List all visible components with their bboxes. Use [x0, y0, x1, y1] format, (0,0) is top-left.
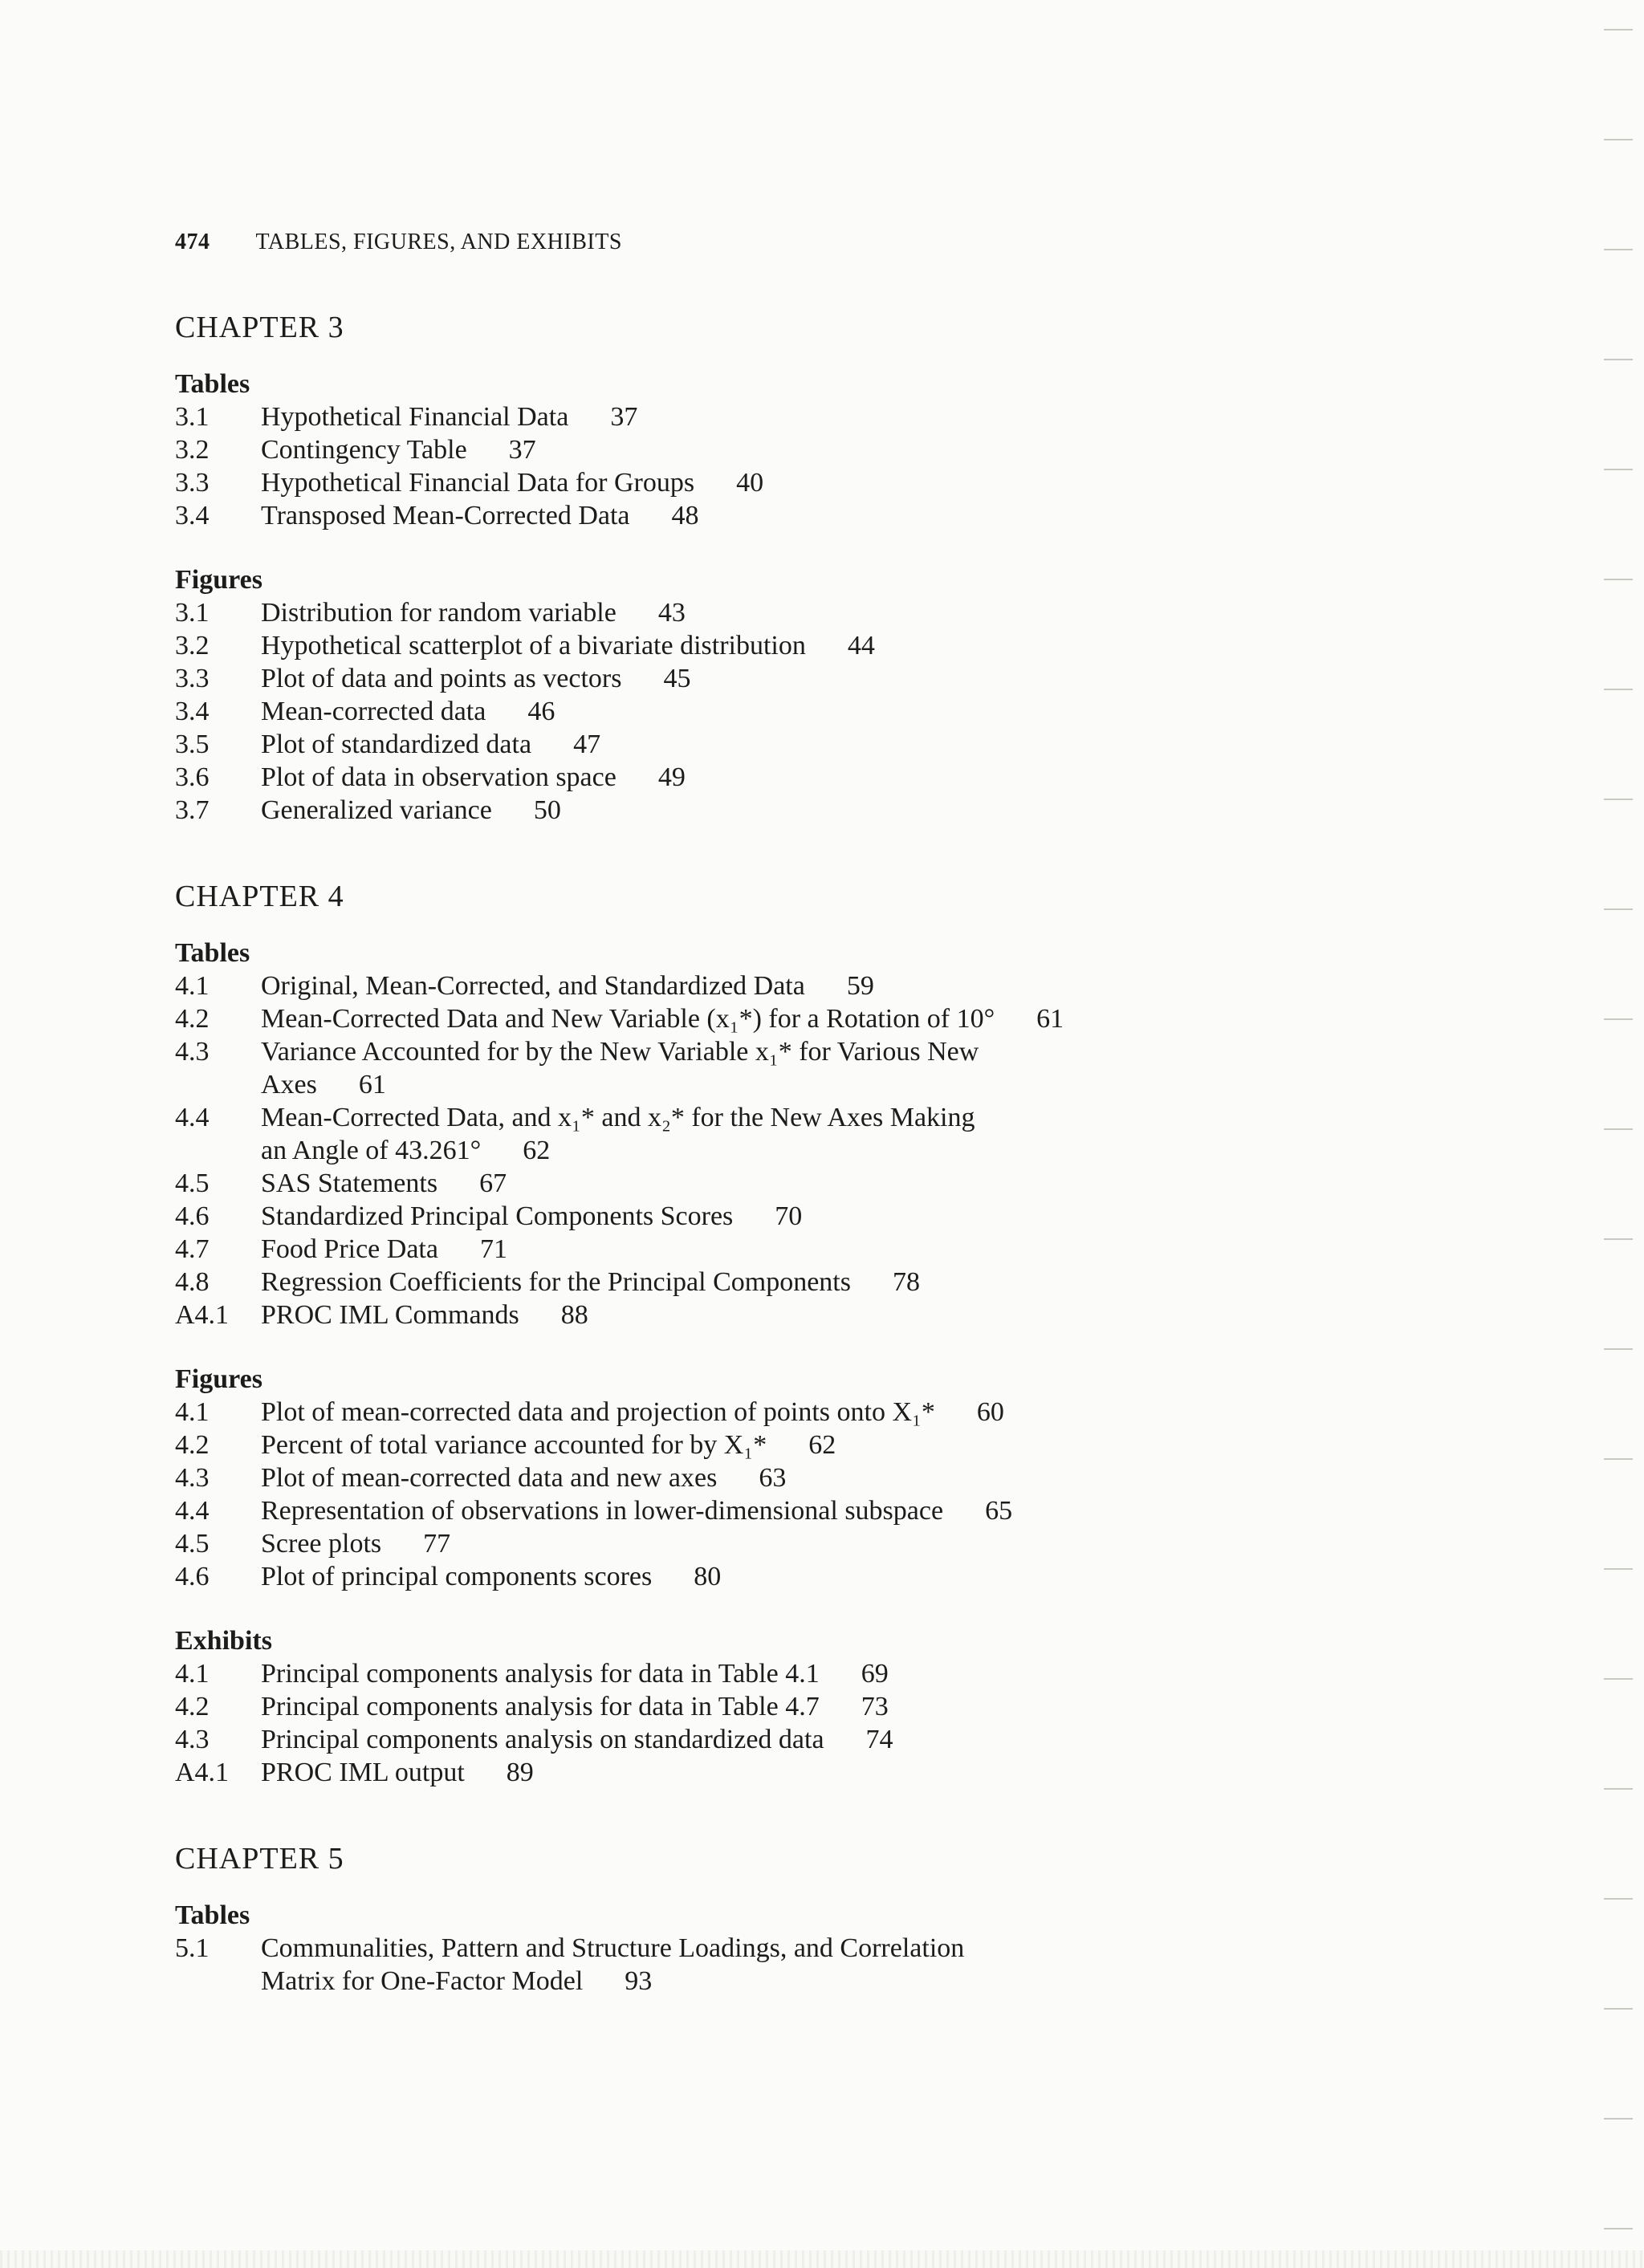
section-title: Exhibits	[175, 1626, 272, 1656]
page-reference: 70	[775, 1201, 803, 1231]
entry-title-line: Food Price Data	[261, 1234, 438, 1264]
margin-tick	[1604, 1678, 1633, 1680]
entry-number: 3.5	[175, 730, 210, 759]
chapter-block	[175, 878, 1379, 1789]
entry-title-line: Plot of data and points as vectors	[261, 664, 622, 693]
list-item	[175, 1299, 1379, 1331]
page-reference: 37	[610, 402, 638, 432]
entry-number: 3.2	[175, 435, 210, 465]
page-reference: 89	[506, 1758, 534, 1787]
page-reference: 93	[625, 1966, 653, 1996]
entry-title-line: Principal components analysis on standardized data	[261, 1725, 824, 1754]
entry-title	[261, 662, 690, 695]
section-title: Figures	[175, 565, 262, 595]
entry-number: 4.2	[175, 1430, 210, 1460]
entry-title	[261, 1723, 893, 1756]
entry-number: 4.5	[175, 1169, 210, 1198]
entry-title-line: Regression Coefficients for the Principal Components	[261, 1267, 851, 1297]
entry-title-line: Mean-Corrected Data, and x₁* and x₂* for the New Axes Making	[261, 1103, 975, 1132]
entry-title	[261, 1233, 507, 1266]
page-reference: 80	[694, 1562, 722, 1591]
entry-title-line: Plot of mean-corrected data and projection of points onto X₁*	[261, 1397, 935, 1427]
entry-title	[261, 596, 686, 629]
entry-title-line: Scree plots	[261, 1529, 382, 1559]
entry-title-line: Percent of total variance accounted for by X₁*	[261, 1430, 767, 1460]
entry-title-line: Hypothetical Financial Data for Groups	[261, 468, 695, 498]
entry-title	[261, 499, 699, 532]
page-reference: 73	[861, 1692, 889, 1721]
list-item	[175, 1167, 1379, 1200]
list-item	[175, 1200, 1379, 1233]
margin-tick	[1604, 249, 1633, 250]
entry-number: 4.3	[175, 1463, 210, 1493]
section	[175, 1625, 1379, 1789]
entry-title-line: Generalized variance	[261, 795, 492, 825]
list-item	[175, 1101, 1379, 1167]
margin-tick	[1604, 359, 1633, 360]
running-title: TABLES, FIGURES, AND EXHIBITS	[255, 230, 622, 254]
entry-title-line: Mean-corrected data	[261, 697, 486, 726]
page-reference: 45	[663, 664, 691, 693]
page-reference: 60	[976, 1397, 1004, 1427]
entry-number: 3.6	[175, 762, 210, 792]
page-reference: 61	[358, 1070, 386, 1099]
margin-tick	[1604, 2228, 1633, 2229]
page-reference: 62	[523, 1136, 551, 1165]
list-item	[175, 662, 1379, 695]
page-reference: 48	[671, 501, 699, 530]
margin-tick	[1604, 689, 1633, 690]
page-reference: 49	[657, 762, 686, 792]
list-item	[175, 433, 1379, 466]
entry-title	[261, 1396, 1004, 1429]
page-reference: 63	[759, 1463, 787, 1493]
entry-title	[261, 695, 555, 728]
list-item	[175, 1690, 1379, 1723]
margin-tick	[1604, 1238, 1633, 1240]
page-reference: 43	[657, 598, 686, 628]
margin-tick	[1604, 2008, 1633, 2010]
entry-number: 3.3	[175, 468, 210, 498]
entry-number: 4.1	[175, 1659, 210, 1689]
margin-tick	[1604, 1348, 1633, 1350]
entry-number: 3.1	[175, 402, 210, 432]
entry-title-line: Transposed Mean-Corrected Data	[261, 501, 630, 530]
entry-title-line: Representation of observations in lower-dimensional subspace	[261, 1496, 944, 1526]
entry-title	[261, 629, 875, 662]
margin-tick	[1604, 1128, 1633, 1130]
list-item	[175, 1527, 1379, 1560]
entry-number: 3.1	[175, 598, 210, 628]
entry-title-line: PROC IML output	[261, 1758, 465, 1787]
entry-title-line: Plot of standardized data	[261, 730, 532, 759]
page-reference: 40	[736, 468, 764, 498]
list-item	[175, 499, 1379, 532]
page-reference: 74	[865, 1725, 893, 1754]
entry-title	[261, 1167, 507, 1200]
entry-title-line: SAS Statements	[261, 1169, 438, 1198]
page-reference: 69	[861, 1659, 889, 1689]
section	[175, 368, 1379, 532]
page-reference: 67	[479, 1169, 507, 1198]
entry-title	[261, 1657, 889, 1690]
list-item	[175, 629, 1379, 662]
entry-title-line: PROC IML Commands	[261, 1300, 519, 1330]
page-reference: 59	[846, 971, 874, 1001]
chapter-title: CHAPTER 3	[175, 311, 344, 344]
entry-title	[261, 1461, 786, 1494]
entry-number: 4.3	[175, 1037, 210, 1067]
page-reference: 61	[1036, 1004, 1064, 1034]
page-reference: 47	[573, 730, 601, 759]
page-reference: 71	[479, 1234, 507, 1264]
page-number: 474	[175, 230, 210, 254]
list-item	[175, 1266, 1379, 1299]
margin-tick	[1604, 799, 1633, 800]
entry-number: A4.1	[175, 1300, 230, 1330]
page-reference: 88	[560, 1300, 588, 1330]
section-title: Tables	[175, 938, 250, 968]
list-item	[175, 1494, 1379, 1527]
entry-title	[261, 1299, 588, 1331]
list-item	[175, 695, 1379, 728]
margin-marks	[1596, 0, 1644, 2268]
entry-number: 3.4	[175, 501, 210, 530]
entry-title	[261, 433, 536, 466]
list-item	[175, 1429, 1379, 1461]
entry-title	[261, 1756, 534, 1789]
entry-number: 4.6	[175, 1562, 210, 1591]
list-of-tables-figures	[175, 309, 1379, 2049]
entry-title-line: Plot of data in observation space	[261, 762, 616, 792]
entry-title-line: Principal components analysis for data in Table 4.7	[261, 1692, 820, 1721]
entry-number: 3.2	[175, 631, 210, 660]
entry-title-line: Mean-Corrected Data and New Variable (x₁*) for a Rotation of 10°	[261, 1004, 995, 1034]
chapter-block	[175, 309, 1379, 827]
list-item	[175, 1396, 1379, 1429]
margin-tick	[1604, 469, 1633, 470]
list-item	[175, 1233, 1379, 1266]
entry-number: 4.7	[175, 1234, 210, 1264]
margin-tick	[1604, 1898, 1633, 1900]
list-item	[175, 1560, 1379, 1593]
list-item	[175, 466, 1379, 499]
chapter-title: CHAPTER 4	[175, 880, 344, 913]
page-reference: 50	[533, 795, 561, 825]
page-reference: 65	[985, 1496, 1013, 1526]
entry-title	[261, 1690, 889, 1723]
margin-tick	[1604, 1018, 1633, 1020]
entry-number: 4.1	[175, 971, 210, 1001]
entry-title-line: Plot of principal components scores	[261, 1562, 653, 1591]
page-reference: 78	[892, 1267, 920, 1297]
section-title: Tables	[175, 369, 250, 399]
entry-number: A4.1	[175, 1758, 230, 1787]
entry-title	[261, 466, 763, 499]
entry-number: 4.1	[175, 1397, 210, 1427]
page-reference: 77	[423, 1529, 451, 1559]
list-item	[175, 728, 1379, 761]
entry-title	[261, 1002, 1064, 1035]
list-item	[175, 1657, 1379, 1690]
margin-tick	[1604, 1568, 1633, 1570]
entry-title-line: Plot of mean-corrected data and new axes	[261, 1463, 718, 1493]
entry-number: 4.4	[175, 1103, 210, 1132]
entry-title-line: Axes	[261, 1070, 317, 1099]
entry-title	[261, 1266, 920, 1299]
list-item	[175, 794, 1379, 827]
list-item	[175, 1756, 1379, 1789]
entry-title	[261, 794, 561, 827]
entry-title	[261, 761, 686, 794]
list-item	[175, 1002, 1379, 1035]
entry-title-line: Distribution for random variable	[261, 598, 616, 628]
list-item	[175, 1723, 1379, 1756]
page-reference: 46	[527, 697, 555, 726]
entry-title-line: Hypothetical scatterplot of a bivariate distribution	[261, 631, 806, 660]
list-item	[175, 1932, 1379, 1998]
margin-tick	[1604, 29, 1633, 30]
entry-title	[261, 1035, 979, 1101]
entry-number: 4.4	[175, 1496, 210, 1526]
entry-title-line: Principal components analysis for data in Table 4.1	[261, 1659, 820, 1689]
list-item	[175, 400, 1379, 433]
section	[175, 937, 1379, 1331]
entry-number: 4.2	[175, 1692, 210, 1721]
entry-number: 4.6	[175, 1201, 210, 1231]
scan-edge	[0, 2250, 1644, 2268]
list-item	[175, 1461, 1379, 1494]
entry-number: 3.3	[175, 664, 210, 693]
entry-title-line: Matrix for One-Factor Model	[261, 1966, 584, 1996]
section-title: Tables	[175, 1900, 250, 1930]
margin-tick	[1604, 1788, 1633, 1790]
section-title: Figures	[175, 1364, 262, 1394]
entry-number: 4.3	[175, 1725, 210, 1754]
chapter-block	[175, 1840, 1379, 1998]
running-head	[175, 230, 622, 255]
entry-title	[261, 400, 637, 433]
entry-title-line: Communalities, Pattern and Structure Loadings, and Correlation	[261, 1933, 965, 1963]
list-item	[175, 1035, 1379, 1101]
entry-number: 4.8	[175, 1267, 210, 1297]
chapter-title: CHAPTER 5	[175, 1842, 344, 1876]
margin-tick	[1604, 139, 1633, 140]
margin-tick	[1604, 1458, 1633, 1460]
entry-title-line: an Angle of 43.261°	[261, 1136, 482, 1165]
entry-number: 4.2	[175, 1004, 210, 1034]
entry-title	[261, 728, 600, 761]
page-reference: 44	[847, 631, 875, 660]
list-item	[175, 761, 1379, 794]
section	[175, 564, 1379, 827]
entry-title	[261, 1932, 964, 1998]
entry-title	[261, 1200, 802, 1233]
entry-title-line: Contingency Table	[261, 435, 467, 465]
entry-title	[261, 1101, 975, 1167]
margin-tick	[1604, 2118, 1633, 2120]
list-item	[175, 969, 1379, 1002]
entry-title	[261, 1560, 721, 1593]
entry-title-line: Original, Mean-Corrected, and Standardized Data	[261, 971, 805, 1001]
entry-title	[261, 1494, 1012, 1527]
entry-number: 3.4	[175, 697, 210, 726]
entry-number: 5.1	[175, 1933, 210, 1963]
entry-number: 4.5	[175, 1529, 210, 1559]
entry-number: 3.7	[175, 795, 210, 825]
page-reference: 62	[808, 1430, 836, 1460]
margin-tick	[1604, 908, 1633, 910]
entry-title-line: Standardized Principal Components Scores	[261, 1201, 734, 1231]
entry-title	[261, 1429, 836, 1461]
section	[175, 1900, 1379, 1998]
page-reference: 37	[508, 435, 536, 465]
entry-title-line: Hypothetical Financial Data	[261, 402, 569, 432]
margin-tick	[1604, 579, 1633, 580]
entry-title	[261, 1527, 450, 1560]
section	[175, 1364, 1379, 1593]
list-item	[175, 596, 1379, 629]
entry-title-line: Variance Accounted for by the New Variable x₁* for Various New	[261, 1037, 979, 1067]
entry-title	[261, 969, 874, 1002]
